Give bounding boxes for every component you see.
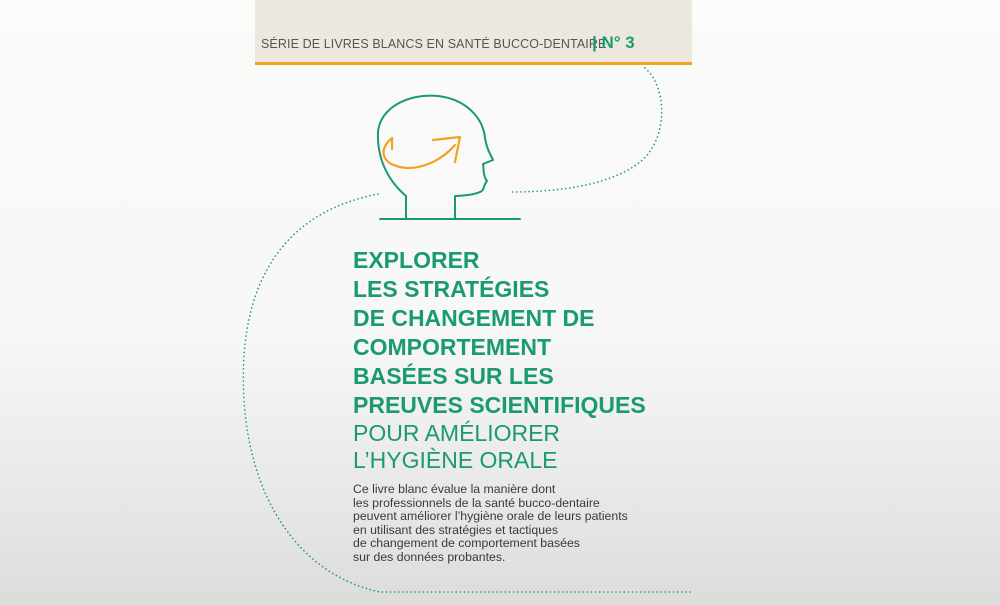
description-line: les professionnels de la santé bucco-dentaire: [353, 495, 600, 510]
title-line: BASÉES SUR LES: [353, 363, 554, 389]
dotted-arc-right: [510, 68, 662, 192]
series-label: SÉRIE DE LIVRES BLANCS EN SANTÉ BUCCO-DENTAIRE: [261, 37, 607, 51]
title-line: EXPLORER: [353, 247, 480, 273]
main-title: [353, 246, 693, 474]
title-line: PREUVES SCIENTIFIQUES: [353, 392, 646, 418]
description-line: peuvent améliorer l’hygiène orale de leurs patients: [353, 509, 628, 523]
title-line: DE CHANGEMENT DE: [353, 305, 595, 331]
description-line: en utilisant des stratégies et tactiques: [353, 522, 559, 537]
subtitle-line: POUR AMÉLIORER: [353, 420, 561, 446]
description-paragraph: [353, 483, 683, 564]
title-line: LES STRATÉGIES: [353, 276, 550, 302]
head-outline: [378, 96, 493, 219]
issue-number: | N° 3: [592, 33, 635, 52]
arrow-head: [433, 137, 460, 162]
subtitle-line: L’HYGIÈNE ORALE: [353, 447, 558, 473]
head-with-arrow-icon: [378, 96, 520, 219]
description-line: sur des données probantes.: [353, 549, 506, 564]
arrow-loop: [384, 138, 455, 168]
title-line: COMPORTEMENT: [353, 334, 552, 360]
description-line: de changement de comportement basées: [353, 536, 580, 550]
description-line: Ce livre blanc évalue la manière dont: [353, 482, 556, 496]
